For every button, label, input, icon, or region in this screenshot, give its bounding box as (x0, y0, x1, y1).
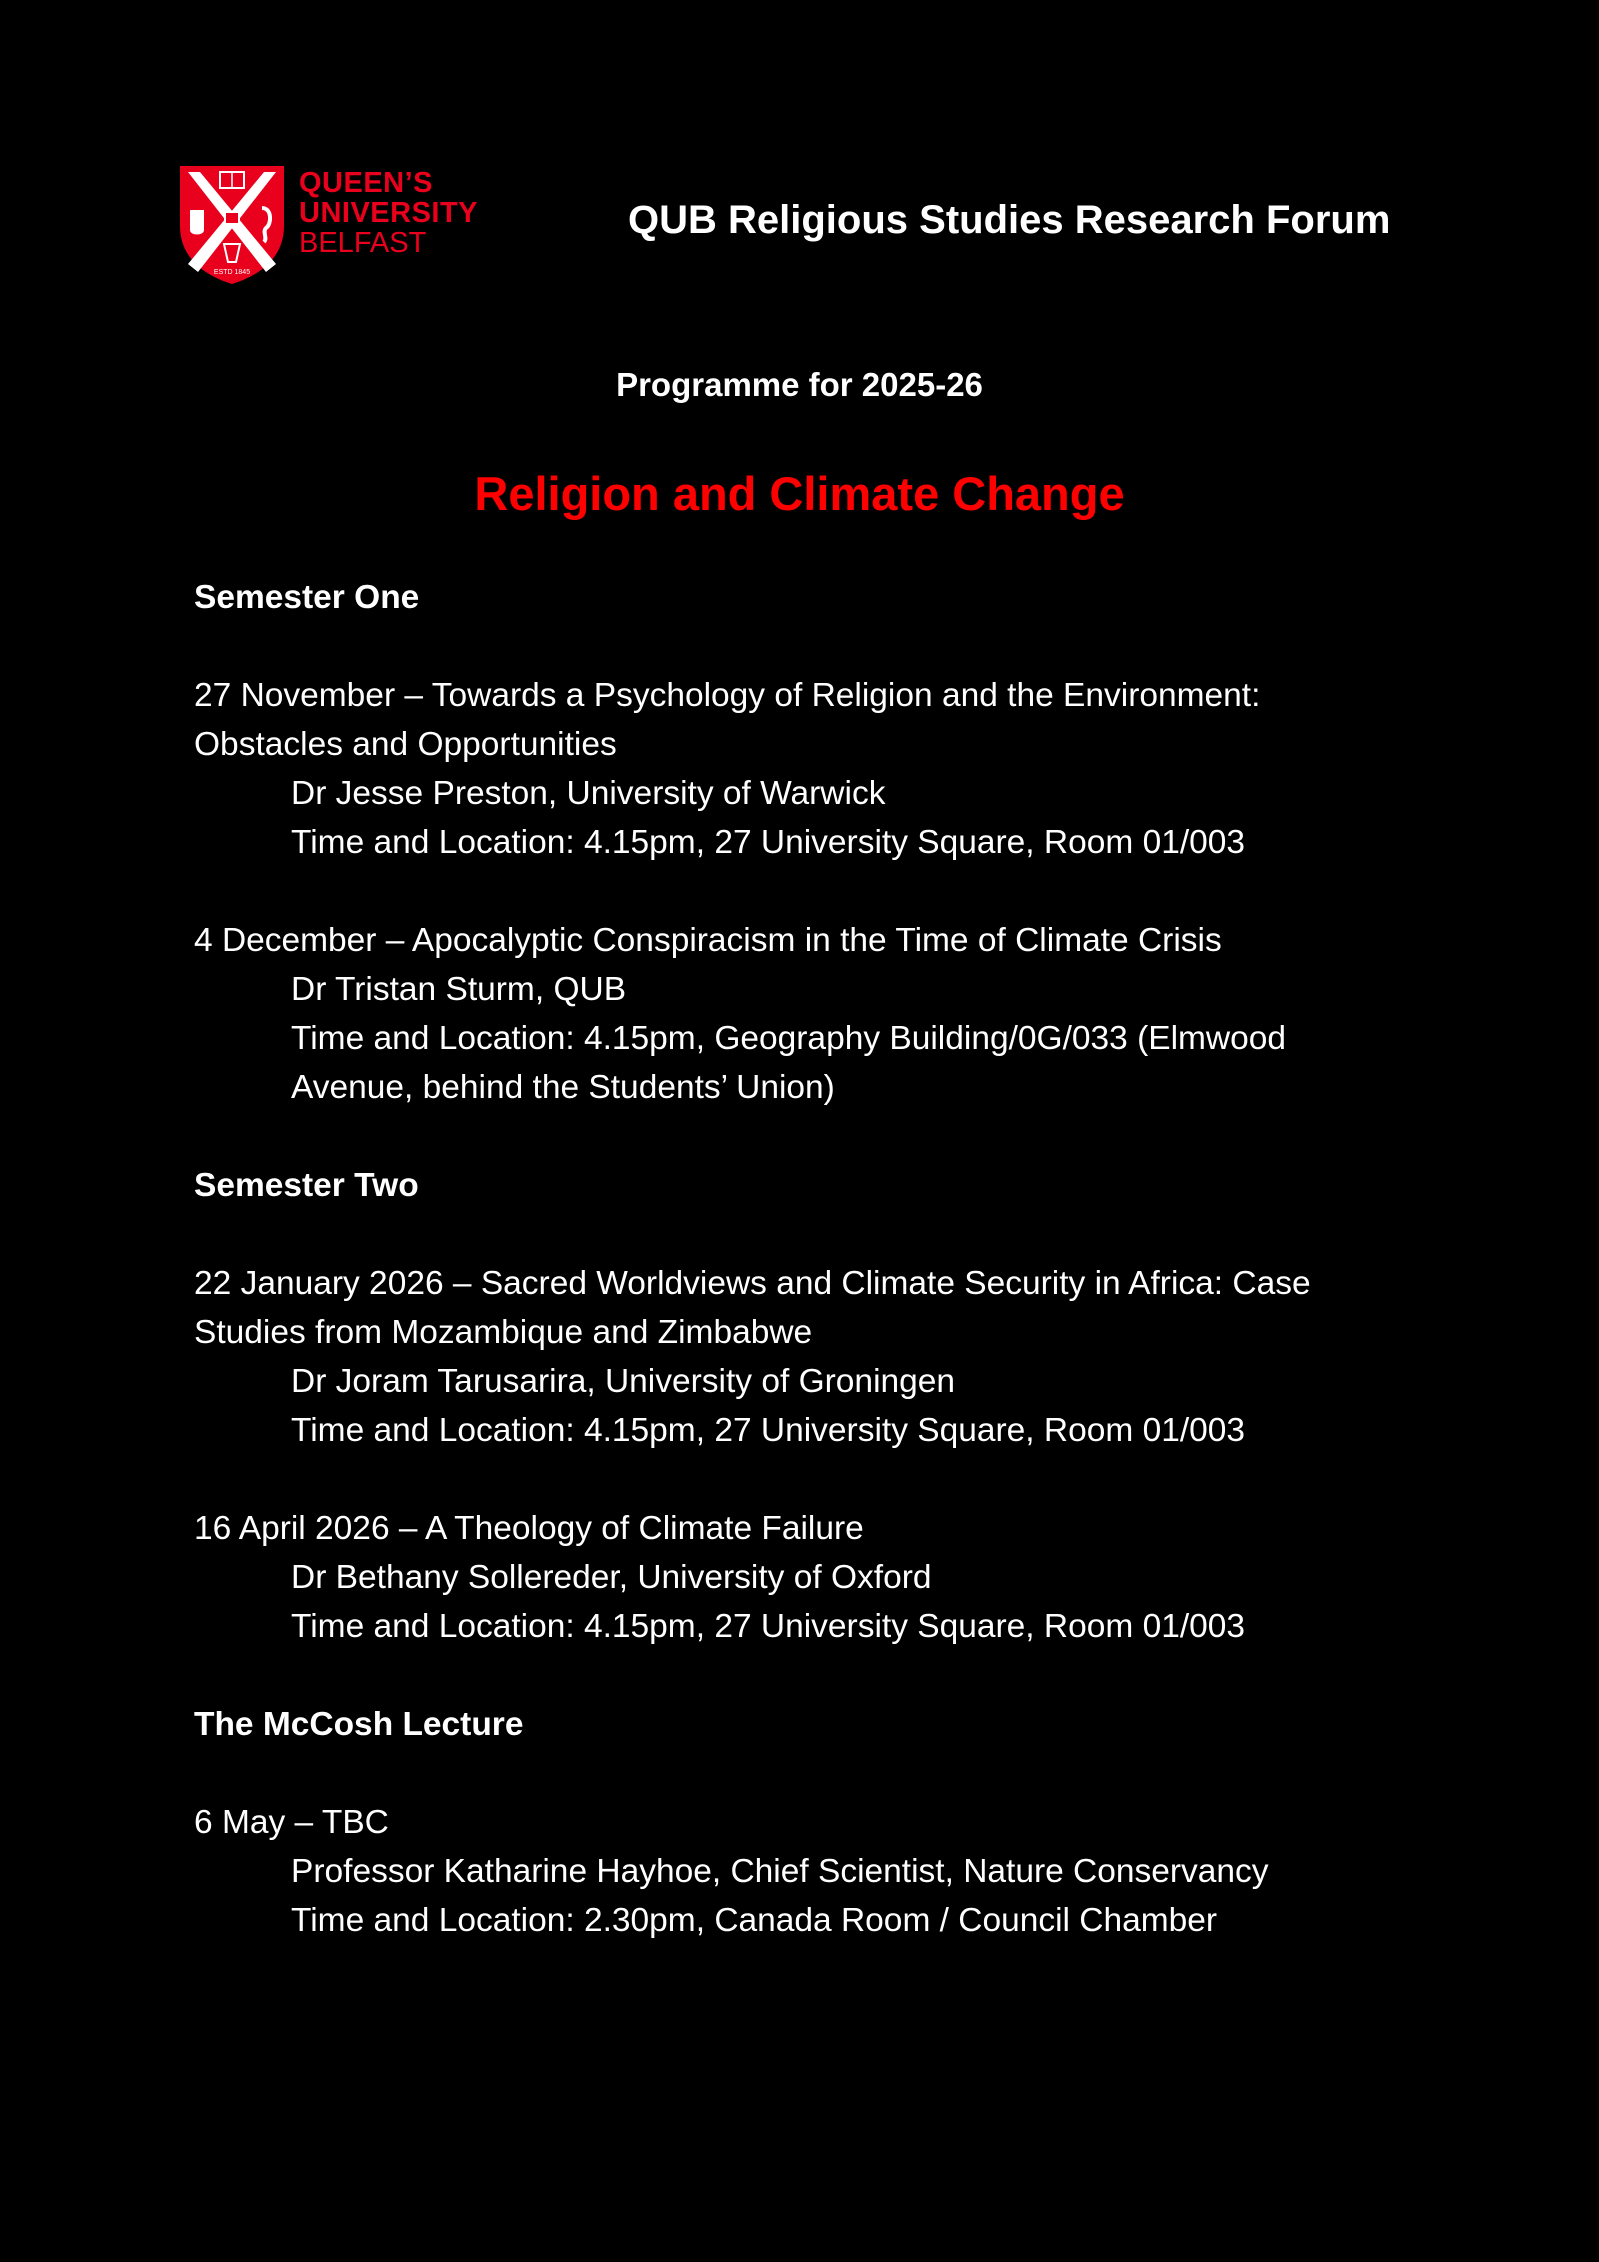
event-item (194, 1798, 1454, 1945)
svg-text:ESTD 1845: ESTD 1845 (213, 269, 251, 276)
event-item (194, 1504, 1454, 1651)
forum-title: QUB Religious Studies Research Forum (628, 198, 1391, 242)
event-location: Avenue, behind the Students’ Union) (291, 1069, 835, 1106)
wordmark-line: BELFAST (299, 227, 427, 259)
programme-label: Programme for 2025-26 (616, 366, 983, 403)
event-speaker: Professor Katharine Hayhoe, Chief Scientist, Nature Conservancy (291, 1853, 1269, 1890)
event-speaker: Dr Joram Tarusarira, University of Groningen (291, 1363, 956, 1400)
section-heading: Semester Two (194, 1167, 419, 1204)
event-location: Time and Location: 4.15pm, 27 University Square, Room 01/003 (291, 824, 1246, 861)
event-item (194, 916, 1454, 1112)
event-speaker: Dr Tristan Sturm, QUB (291, 971, 627, 1008)
event-item (194, 671, 1454, 867)
event-title: 6 May – TBC (194, 1804, 389, 1841)
section-heading: The McCosh Lecture (194, 1706, 524, 1743)
wordmark-line: UNIVERSITY (299, 197, 479, 229)
event-location: Time and Location: 4.15pm, Geography Building/0G/033 (Elmwood (291, 1020, 1287, 1057)
event-title: Studies from Mozambique and Zimbabwe (194, 1314, 813, 1351)
event-title: Obstacles and Opportunities (194, 726, 617, 763)
event-title: 22 January 2026 – Sacred Worldviews and Climate Security in Africa: Case (194, 1265, 1311, 1302)
event-location: Time and Location: 2.30pm, Canada Room / Council Chamber (291, 1902, 1218, 1939)
university-wordmark (299, 168, 478, 258)
university-crest-icon (178, 164, 286, 286)
event-title: 27 November – Towards a Psychology of Religion and the Environment: (194, 677, 1261, 714)
event-speaker: Dr Bethany Sollereder, University of Oxford (291, 1559, 932, 1596)
programme-content (194, 573, 1454, 1945)
event-title: 16 April 2026 – A Theology of Climate Failure (194, 1510, 864, 1547)
event-location: Time and Location: 4.15pm, 27 University Square, Room 01/003 (291, 1412, 1246, 1449)
section-heading: Semester One (194, 579, 420, 616)
qub-logo (178, 164, 518, 286)
theme-title: Religion and Climate Change (474, 467, 1125, 520)
event-item (194, 1259, 1454, 1455)
event-location: Time and Location: 4.15pm, 27 University Square, Room 01/003 (291, 1608, 1246, 1645)
event-title: 4 December – Apocalyptic Conspiracism in the Time of Climate Crisis (194, 922, 1222, 959)
wordmark-line: QUEEN’S (299, 167, 434, 199)
event-speaker: Dr Jesse Preston, University of Warwick (291, 775, 886, 812)
